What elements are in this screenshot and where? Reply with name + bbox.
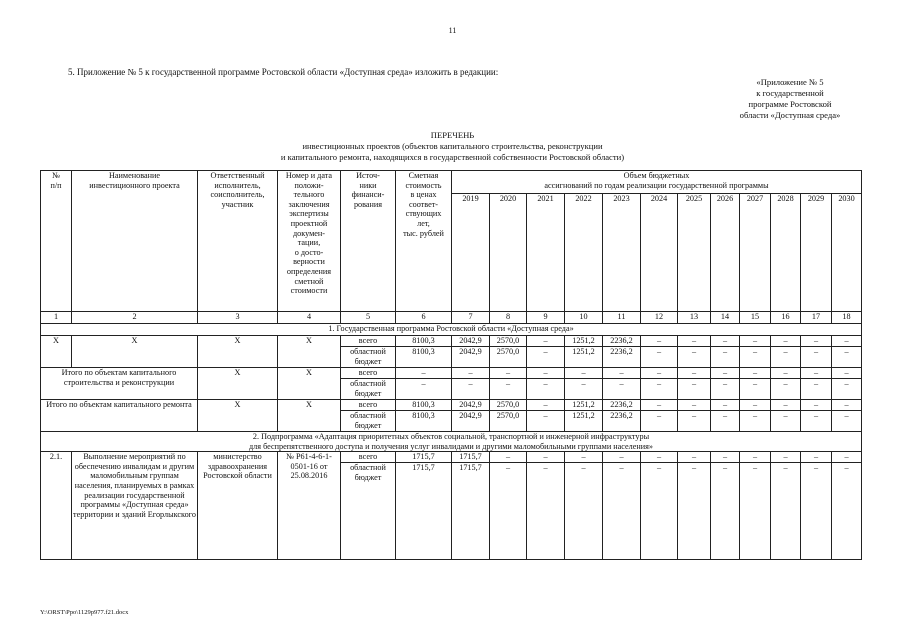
year-2030: 2030 bbox=[832, 194, 862, 312]
title-line: инвестиционных проектов (объектов капитального строительства, реконструкции bbox=[302, 141, 603, 151]
year-value: 2570,0 bbox=[490, 411, 527, 432]
year-value: – bbox=[678, 411, 711, 432]
year-value: – bbox=[771, 463, 801, 560]
year-value: – bbox=[603, 463, 641, 560]
year-value: – bbox=[771, 411, 801, 432]
column-number: 17 bbox=[801, 312, 832, 324]
estimate-cell: 8100,3 bbox=[396, 411, 452, 432]
estimate-cell: 1715,7 bbox=[396, 463, 452, 560]
column-number: 13 bbox=[678, 312, 711, 324]
year-value: – bbox=[711, 336, 740, 347]
year-value: – bbox=[740, 400, 771, 411]
year-2024: 2024 bbox=[641, 194, 678, 312]
year-value: 2042,9 bbox=[452, 336, 490, 347]
year-value: – bbox=[565, 452, 603, 463]
year-value: – bbox=[565, 379, 603, 400]
year-value: – bbox=[603, 379, 641, 400]
year-2022: 2022 bbox=[565, 194, 603, 312]
year-value: – bbox=[678, 463, 711, 560]
year-value: – bbox=[641, 368, 678, 379]
year-2028: 2028 bbox=[771, 194, 801, 312]
year-value: – bbox=[678, 400, 711, 411]
year-value: – bbox=[832, 463, 862, 560]
year-value: – bbox=[452, 379, 490, 400]
year-value: – bbox=[771, 347, 801, 368]
header-estimate: Сметная стоимость в ценах соответ- ствующих лет, тыс. рублей bbox=[396, 171, 452, 312]
year-value: 1715,7 bbox=[452, 452, 490, 463]
estimate-cell: 8100,3 bbox=[396, 347, 452, 368]
table-cell: X bbox=[198, 368, 278, 400]
year-2020: 2020 bbox=[490, 194, 527, 312]
appendix-line: к государственной bbox=[756, 88, 824, 98]
year-2025: 2025 bbox=[678, 194, 711, 312]
column-number: 6 bbox=[396, 312, 452, 324]
table-cell: X bbox=[278, 368, 341, 400]
year-value: – bbox=[740, 336, 771, 347]
estimate-cell: 1715,7 bbox=[396, 452, 452, 463]
year-value: – bbox=[603, 452, 641, 463]
year-value: – bbox=[740, 463, 771, 560]
appendix-line: «Приложение № 5 bbox=[756, 77, 824, 87]
year-value: – bbox=[641, 411, 678, 432]
table-cell: X bbox=[278, 336, 341, 368]
column-number: 12 bbox=[641, 312, 678, 324]
year-value: – bbox=[801, 379, 832, 400]
year-value: – bbox=[641, 452, 678, 463]
year-value: – bbox=[740, 452, 771, 463]
header-sources: Источ- ники финанси- рования bbox=[341, 171, 396, 312]
row-number: 2.1. bbox=[41, 452, 72, 560]
year-value: 1715,7 bbox=[452, 463, 490, 560]
source-cell: областной бюджет bbox=[341, 411, 396, 432]
year-value: 2042,9 bbox=[452, 411, 490, 432]
source-cell: всего bbox=[341, 400, 396, 411]
year-value: – bbox=[641, 379, 678, 400]
column-number: 3 bbox=[198, 312, 278, 324]
year-value: – bbox=[527, 347, 565, 368]
year-value: – bbox=[740, 368, 771, 379]
source-cell: всего bbox=[341, 336, 396, 347]
year-value: – bbox=[603, 368, 641, 379]
estimate-cell: 8100,3 bbox=[396, 400, 452, 411]
year-value: – bbox=[641, 463, 678, 560]
column-number: 16 bbox=[771, 312, 801, 324]
column-number: 1 bbox=[41, 312, 72, 324]
project-name: Выполнение мероприятий по обеспечению инвалидам и другим маломобильным группам населения, планируемых в рамках реализации государственной программы «Доступная среда» территории и зданий Егорлыкского bbox=[72, 452, 198, 560]
year-value: 2042,9 bbox=[452, 400, 490, 411]
year-value: – bbox=[565, 463, 603, 560]
year-value: – bbox=[711, 368, 740, 379]
appendix-note bbox=[680, 77, 900, 121]
year-value: – bbox=[740, 379, 771, 400]
year-value: – bbox=[771, 452, 801, 463]
year-value: 1251,2 bbox=[565, 400, 603, 411]
year-2023: 2023 bbox=[603, 194, 641, 312]
year-value: – bbox=[565, 368, 603, 379]
table-cell: X bbox=[198, 400, 278, 432]
title-line: и капитального ремонта, находящихся в государственной собственности Ростовской области) bbox=[280, 152, 625, 162]
table-cell: X bbox=[278, 400, 341, 432]
year-value: – bbox=[832, 452, 862, 463]
year-value: – bbox=[527, 379, 565, 400]
year-value: – bbox=[711, 379, 740, 400]
appendix-line: программе Ростовской bbox=[748, 99, 832, 109]
year-value: – bbox=[740, 411, 771, 432]
year-value: – bbox=[801, 400, 832, 411]
total-capital-construction: Итого по объектам капитального строительства и реконструкции bbox=[41, 368, 198, 400]
source-cell: всего bbox=[341, 452, 396, 463]
year-value: – bbox=[711, 452, 740, 463]
year-2026: 2026 bbox=[711, 194, 740, 312]
year-value: – bbox=[678, 379, 711, 400]
expertise-reference: № Р61-4-6-1-0501-16 от 25.08.2016 bbox=[278, 452, 341, 560]
year-value: – bbox=[832, 411, 862, 432]
year-2019: 2019 bbox=[452, 194, 490, 312]
year-value: – bbox=[832, 336, 862, 347]
table-cell: X bbox=[41, 336, 72, 368]
column-number: 2 bbox=[72, 312, 198, 324]
source-cell: областной бюджет bbox=[341, 379, 396, 400]
source-cell: областной бюджет bbox=[341, 347, 396, 368]
year-value: – bbox=[740, 347, 771, 368]
year-value: – bbox=[711, 400, 740, 411]
section-1-title: 1. Государственная программа Ростовской области «Доступная среда» bbox=[41, 324, 862, 336]
column-number: 15 bbox=[740, 312, 771, 324]
year-value: – bbox=[832, 347, 862, 368]
year-value: – bbox=[490, 452, 527, 463]
year-value: – bbox=[832, 368, 862, 379]
table-cell: X bbox=[72, 336, 198, 368]
year-value: – bbox=[641, 400, 678, 411]
year-value: – bbox=[801, 368, 832, 379]
year-value: 1251,2 bbox=[565, 347, 603, 368]
year-value: – bbox=[490, 379, 527, 400]
year-value: – bbox=[771, 379, 801, 400]
year-value: 2570,0 bbox=[490, 400, 527, 411]
year-value: – bbox=[641, 347, 678, 368]
column-number: 9 bbox=[527, 312, 565, 324]
year-value: – bbox=[711, 411, 740, 432]
year-value: – bbox=[771, 400, 801, 411]
year-value: – bbox=[678, 347, 711, 368]
year-value: – bbox=[641, 336, 678, 347]
year-2027: 2027 bbox=[740, 194, 771, 312]
year-value: – bbox=[711, 463, 740, 560]
document-title: ПЕРЕЧЕНЬ bbox=[430, 130, 475, 140]
year-value: – bbox=[801, 452, 832, 463]
column-number: 11 bbox=[603, 312, 641, 324]
header-name: Наименование инвестиционного проекта bbox=[72, 171, 198, 312]
year-value: 2570,0 bbox=[490, 336, 527, 347]
year-value: – bbox=[678, 336, 711, 347]
year-value: 1251,2 bbox=[565, 336, 603, 347]
year-value: – bbox=[527, 411, 565, 432]
column-number: 5 bbox=[341, 312, 396, 324]
year-value: 2042,9 bbox=[452, 347, 490, 368]
year-value: – bbox=[527, 400, 565, 411]
year-value: 2236,2 bbox=[603, 336, 641, 347]
source-cell: всего bbox=[341, 368, 396, 379]
year-value: – bbox=[452, 368, 490, 379]
estimate-cell: 8100,3 bbox=[396, 336, 452, 347]
year-value: 2236,2 bbox=[603, 411, 641, 432]
year-value: – bbox=[832, 400, 862, 411]
page-number: 11 bbox=[448, 26, 457, 35]
year-value: – bbox=[801, 411, 832, 432]
estimate-cell: – bbox=[396, 368, 452, 379]
year-value: – bbox=[527, 452, 565, 463]
column-number: 10 bbox=[565, 312, 603, 324]
intro-paragraph: 5. Приложение № 5 к государственной программе Ростовской области «Доступная среда» изложить в редакции: bbox=[68, 67, 499, 77]
year-value: – bbox=[832, 379, 862, 400]
year-value: – bbox=[678, 368, 711, 379]
source-cell: областной бюджет bbox=[341, 463, 396, 560]
year-value: – bbox=[527, 463, 565, 560]
file-path-footer: Y:\ORST\Ppo\1129p977.f21.docx bbox=[40, 609, 129, 616]
year-value: – bbox=[771, 336, 801, 347]
year-2021: 2021 bbox=[527, 194, 565, 312]
year-value: – bbox=[490, 463, 527, 560]
header-executor: Ответственный исполнитель, соисполнитель, участник bbox=[198, 171, 278, 312]
header-budget: Объем бюджетных ассигнований по годам реализации государственной программы bbox=[452, 171, 862, 194]
responsible-executor: министерство здравоохранения Ростовской области bbox=[198, 452, 278, 560]
column-number: 18 bbox=[832, 312, 862, 324]
year-value: 1251,2 bbox=[565, 411, 603, 432]
section-2-title: 2. Подпрограмма «Адаптация приоритетных объектов социальной, транспортной и инженерной инфраструктуры для беспрепятственного доступа и получения услуг инвалидами и другими маломобильными группами населения» bbox=[41, 432, 862, 452]
appendix-line: области «Доступная среда» bbox=[739, 110, 841, 120]
year-value: – bbox=[527, 336, 565, 347]
year-value: 2570,0 bbox=[490, 347, 527, 368]
year-value: 2236,2 bbox=[603, 347, 641, 368]
year-value: – bbox=[678, 452, 711, 463]
year-value: – bbox=[711, 347, 740, 368]
year-value: – bbox=[490, 368, 527, 379]
year-value: – bbox=[527, 368, 565, 379]
column-number: 14 bbox=[711, 312, 740, 324]
year-value: – bbox=[801, 347, 832, 368]
year-value: – bbox=[801, 463, 832, 560]
column-number: 7 bbox=[452, 312, 490, 324]
year-2029: 2029 bbox=[801, 194, 832, 312]
total-capital-repair: Итого по объектам капитального ремонта bbox=[41, 400, 198, 432]
table-cell: X bbox=[198, 336, 278, 368]
estimate-cell: – bbox=[396, 379, 452, 400]
year-value: – bbox=[771, 368, 801, 379]
projects-table bbox=[40, 170, 862, 560]
column-number: 8 bbox=[490, 312, 527, 324]
column-number: 4 bbox=[278, 312, 341, 324]
header-num: № п/п bbox=[41, 171, 72, 312]
header-expertise: Номер и дата положи- тельного заключения экспертизы проектной докумен- тации, о досто- верности определения сметной стоимости bbox=[278, 171, 341, 312]
year-value: – bbox=[801, 336, 832, 347]
year-value: 2236,2 bbox=[603, 400, 641, 411]
